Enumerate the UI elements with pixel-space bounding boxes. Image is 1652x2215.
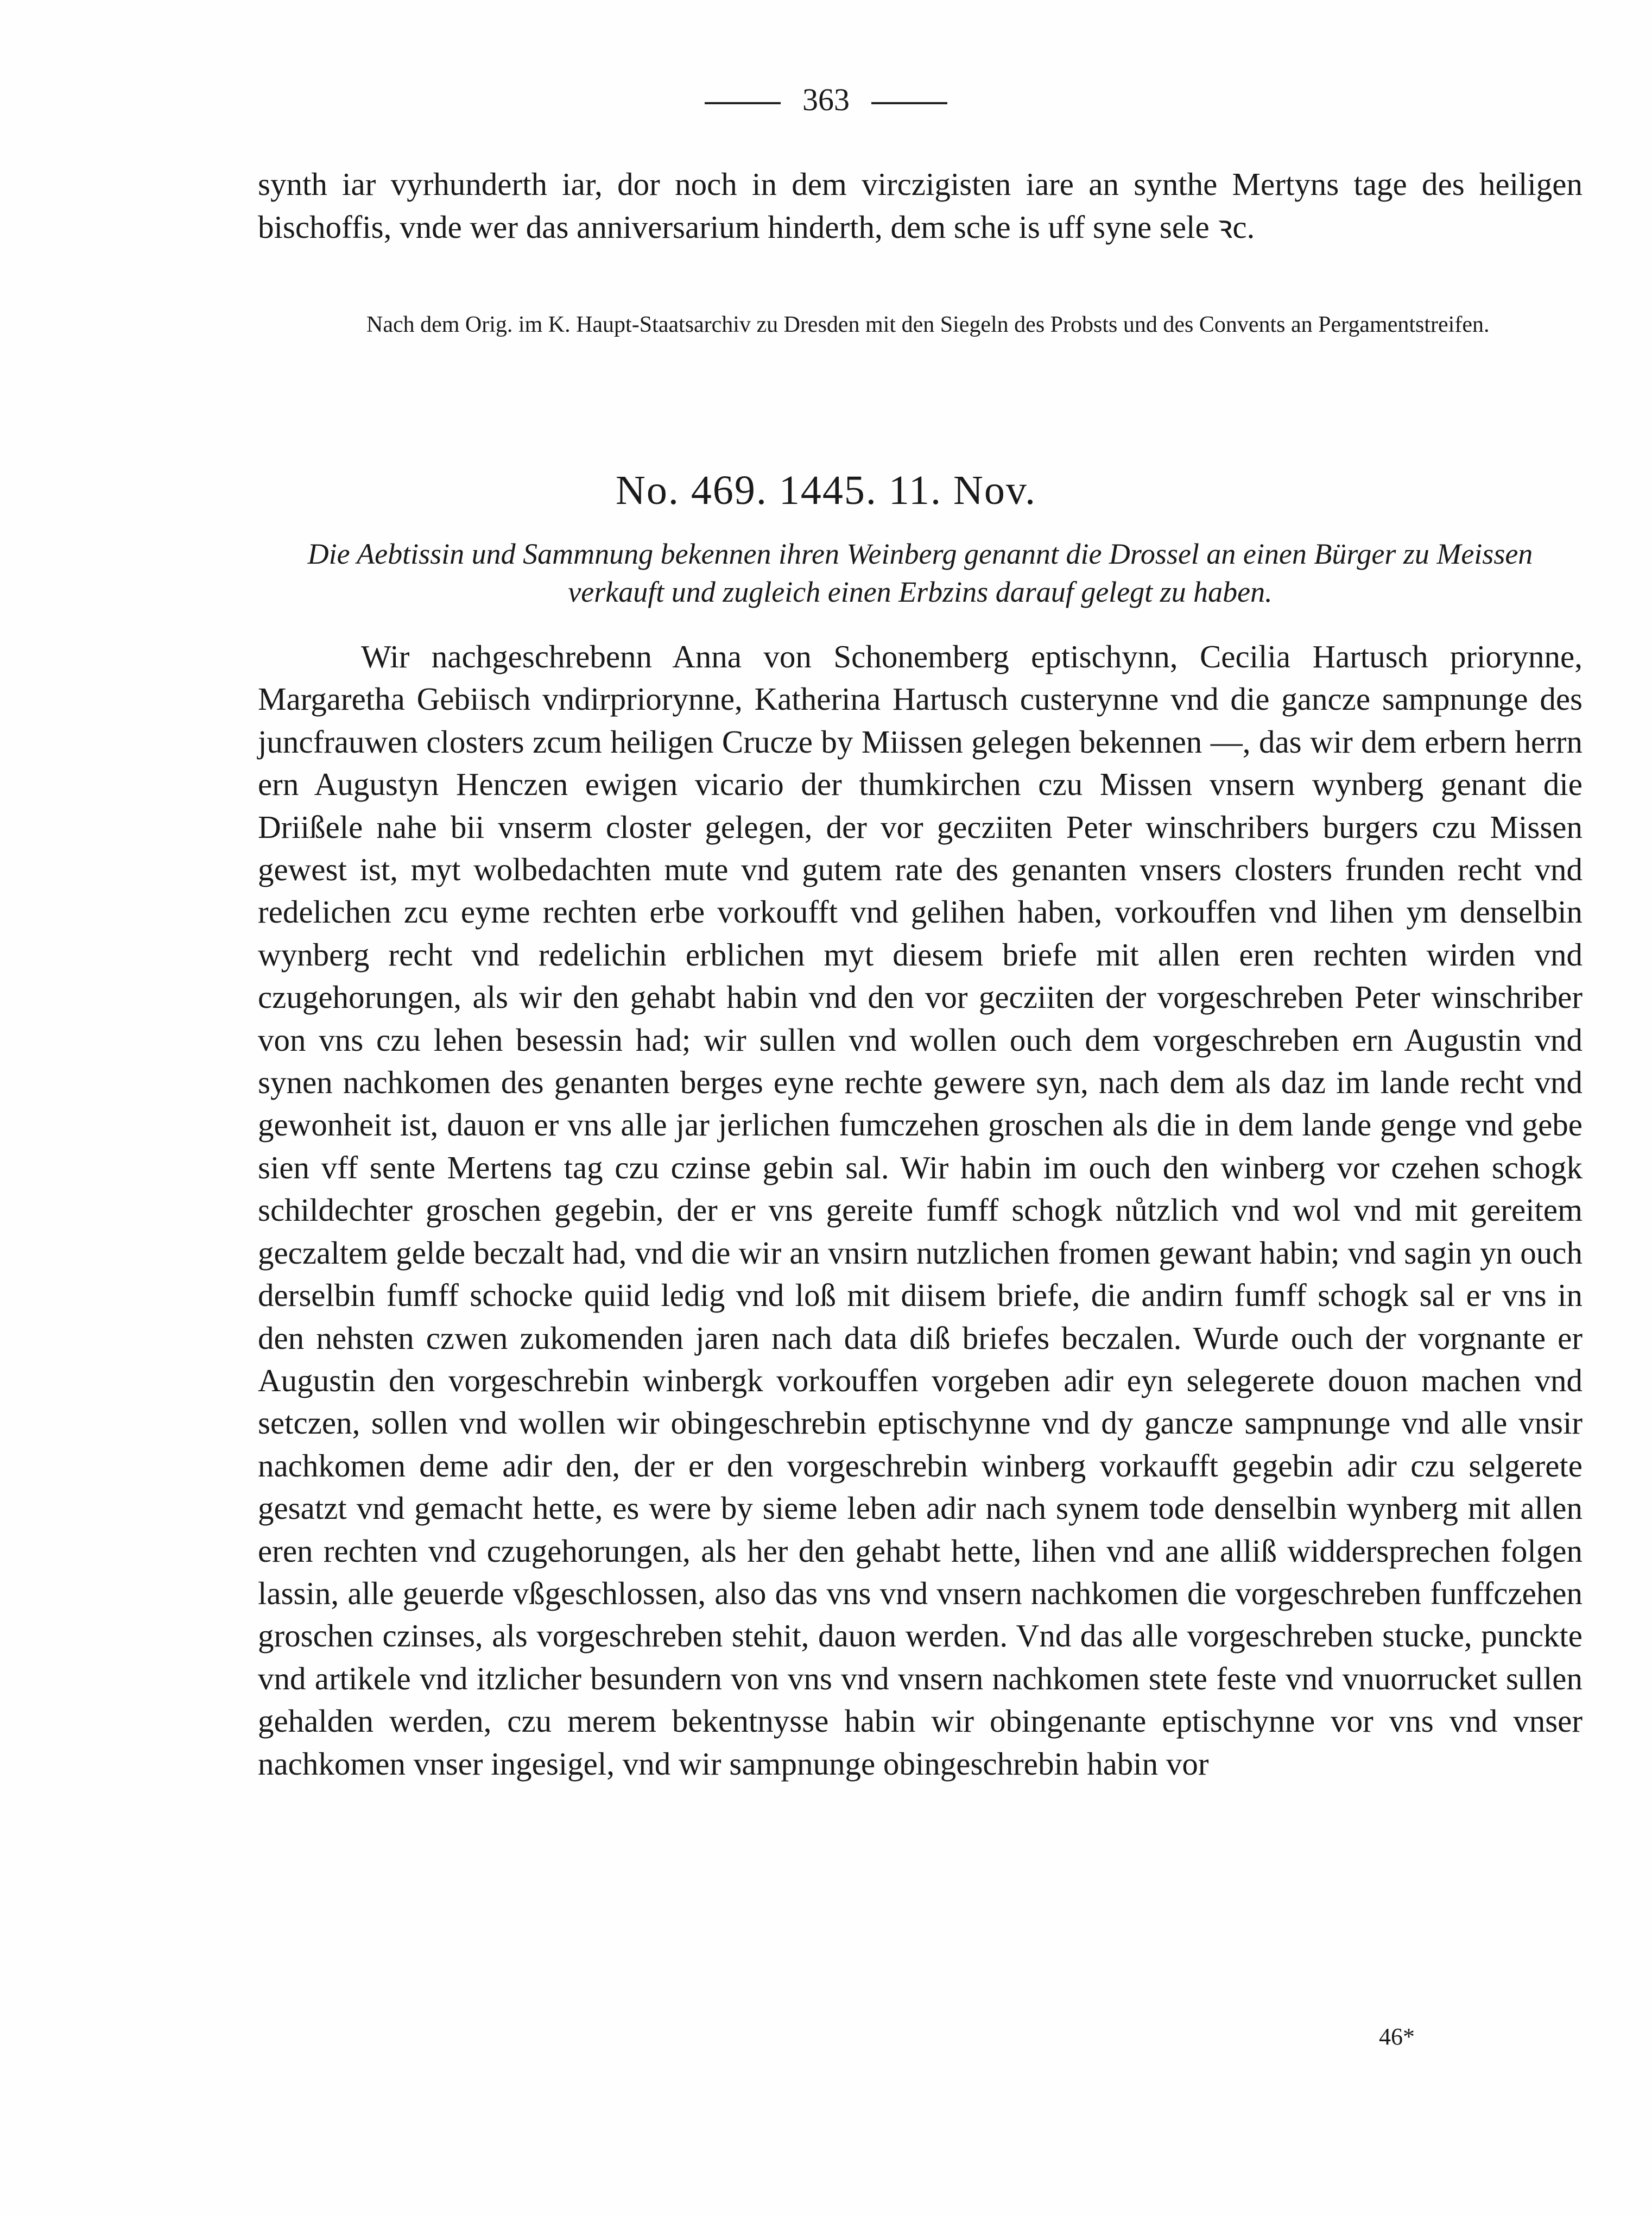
header-rule-right <box>871 102 947 104</box>
page-header <box>0 81 1652 118</box>
document-body: Wir nachgeschrebenn Anna von Schonemberg eptischynn, Cecilia Hartusch priorynne, Margaretha Gebiisch vndirpriorynne, Katherina Hartusch custerynne vnd die gancze sampnunge des juncfrauwen closters zcum heiligen Crucze by Miissen gelegen bekennen —, das wir dem erbern herrn ern Augustyn Henczen ewigen vicario der thumkirchen czu Missen vnsern wynberg genant die Driißele nahe bii vnserm closter gelegen, der vor gecziiten Peter winschribers burgers czu Missen gewest ist, myt wolbedachten mute vnd gutem rate des genanten vnsers closters frunden recht vnd redelichen zcu eyme rechten erbe vorkoufft vnd gelihen haben, vorkouffen vnd lihen ym denselbin wynberg recht vnd redelichin erblichen myt diesem briefe mit allen eren rechten wirden vnd czugehorungen, als wir den gehabt habin vnd den vor gecziiten der vorgeschreben Peter winschriber von vns czu lehen besessin had; wir sullen vnd wollen ouch dem vorgeschreben ern Augustin vnd synen nachkomen des genanten berges eyne rechte gewere syn, nach dem als daz im lande recht vnd gewonheit ist, dauon er vns alle jar jerlichen fumczehen groschen als die in dem lande genge vnd gebe sien vff sente Mertens tag czu czinse gebin sal. Wir habin im ouch den winberg vor czehen schogk schildechter groschen gegebin, der er vns gereite fumff schogk nůtzlich vnd wol vnd mit gereitem geczaltem gelde beczalt had, vnd die wir an vnsirn nutzlichen fromen gewant habin; vnd sagin yn ouch derselbin fumff schocke quiid ledig vnd loß mit diisem briefe, die andirn fumff schogk sal er vns in den nehsten czwen zukomenden jaren nach data diß briefes beczalen. Wurde ouch der vorgnante er Augustin den vorgeschrebin winbergk vorkouffen vorgeben adir eyn selegerete douon machen vnd setczen, sollen vnd wollen wir obingeschrebin eptischynne vnd dy gancze sampnunge vnd alle vnsir nachkomen deme adir den, der er den vorgeschrebin winberg vorkaufft gegebin adir czu selgerete gesatzt vnd gemacht hette, es were by sieme leben adir nach synem tode denselbin wynberg mit allen eren rechten vnd czugehorungen, als her den gehabt hette, lihen vnd ane alliß widdersprechen folgen lassin, alle geuerde vßgeschlossen, also das vns vnd vnsern nachkomen die vorgeschreben funffczehen groschen czinses, als vorgeschreben stehit, dauon werden. Vnd das alle vorgeschreben stucke, punckte vnd artikele vnd itzlicher besundern von vns vnd vnsern nachkomen stete feste vnd vnuorrucket sullen gehalden werden, czu merem bekentnysse habin wir obingenante eptischynne vor vns vnd vnser nachkomen vnser ingesigel, vnd wir sampnunge obingeschrebin habin vor <box>258 639 1583 1782</box>
sheet-signature: 46* <box>1379 2023 1415 2050</box>
document-title: No. 469. 1445. 11. Nov. <box>615 468 1036 513</box>
continuation-paragraph: synth iar vyrhunderth iar, dor noch in dem virczigisten iare an synthe Mertyns tage des heiligen bischoffis, vnde wer das anniversarium hinderth, dem sche is uff syne sele ꝛc. <box>258 166 1583 245</box>
source-note: Nach dem Orig. im K. Haupt-Staatsarchiv zu Dresden mit den Siegeln des Probsts und des Convents an Pergamentstreifen. <box>366 312 1490 337</box>
header-rule-left <box>705 102 781 104</box>
document-summary: Die Aebtissin und Sammnung bekennen ihren Weinberg genannt die Drossel an einen Bürger zu Meissen verkauft und zugleich einen Erbzins darauf gelegt zu haben. <box>307 538 1533 608</box>
page-number: 363 <box>802 82 850 117</box>
